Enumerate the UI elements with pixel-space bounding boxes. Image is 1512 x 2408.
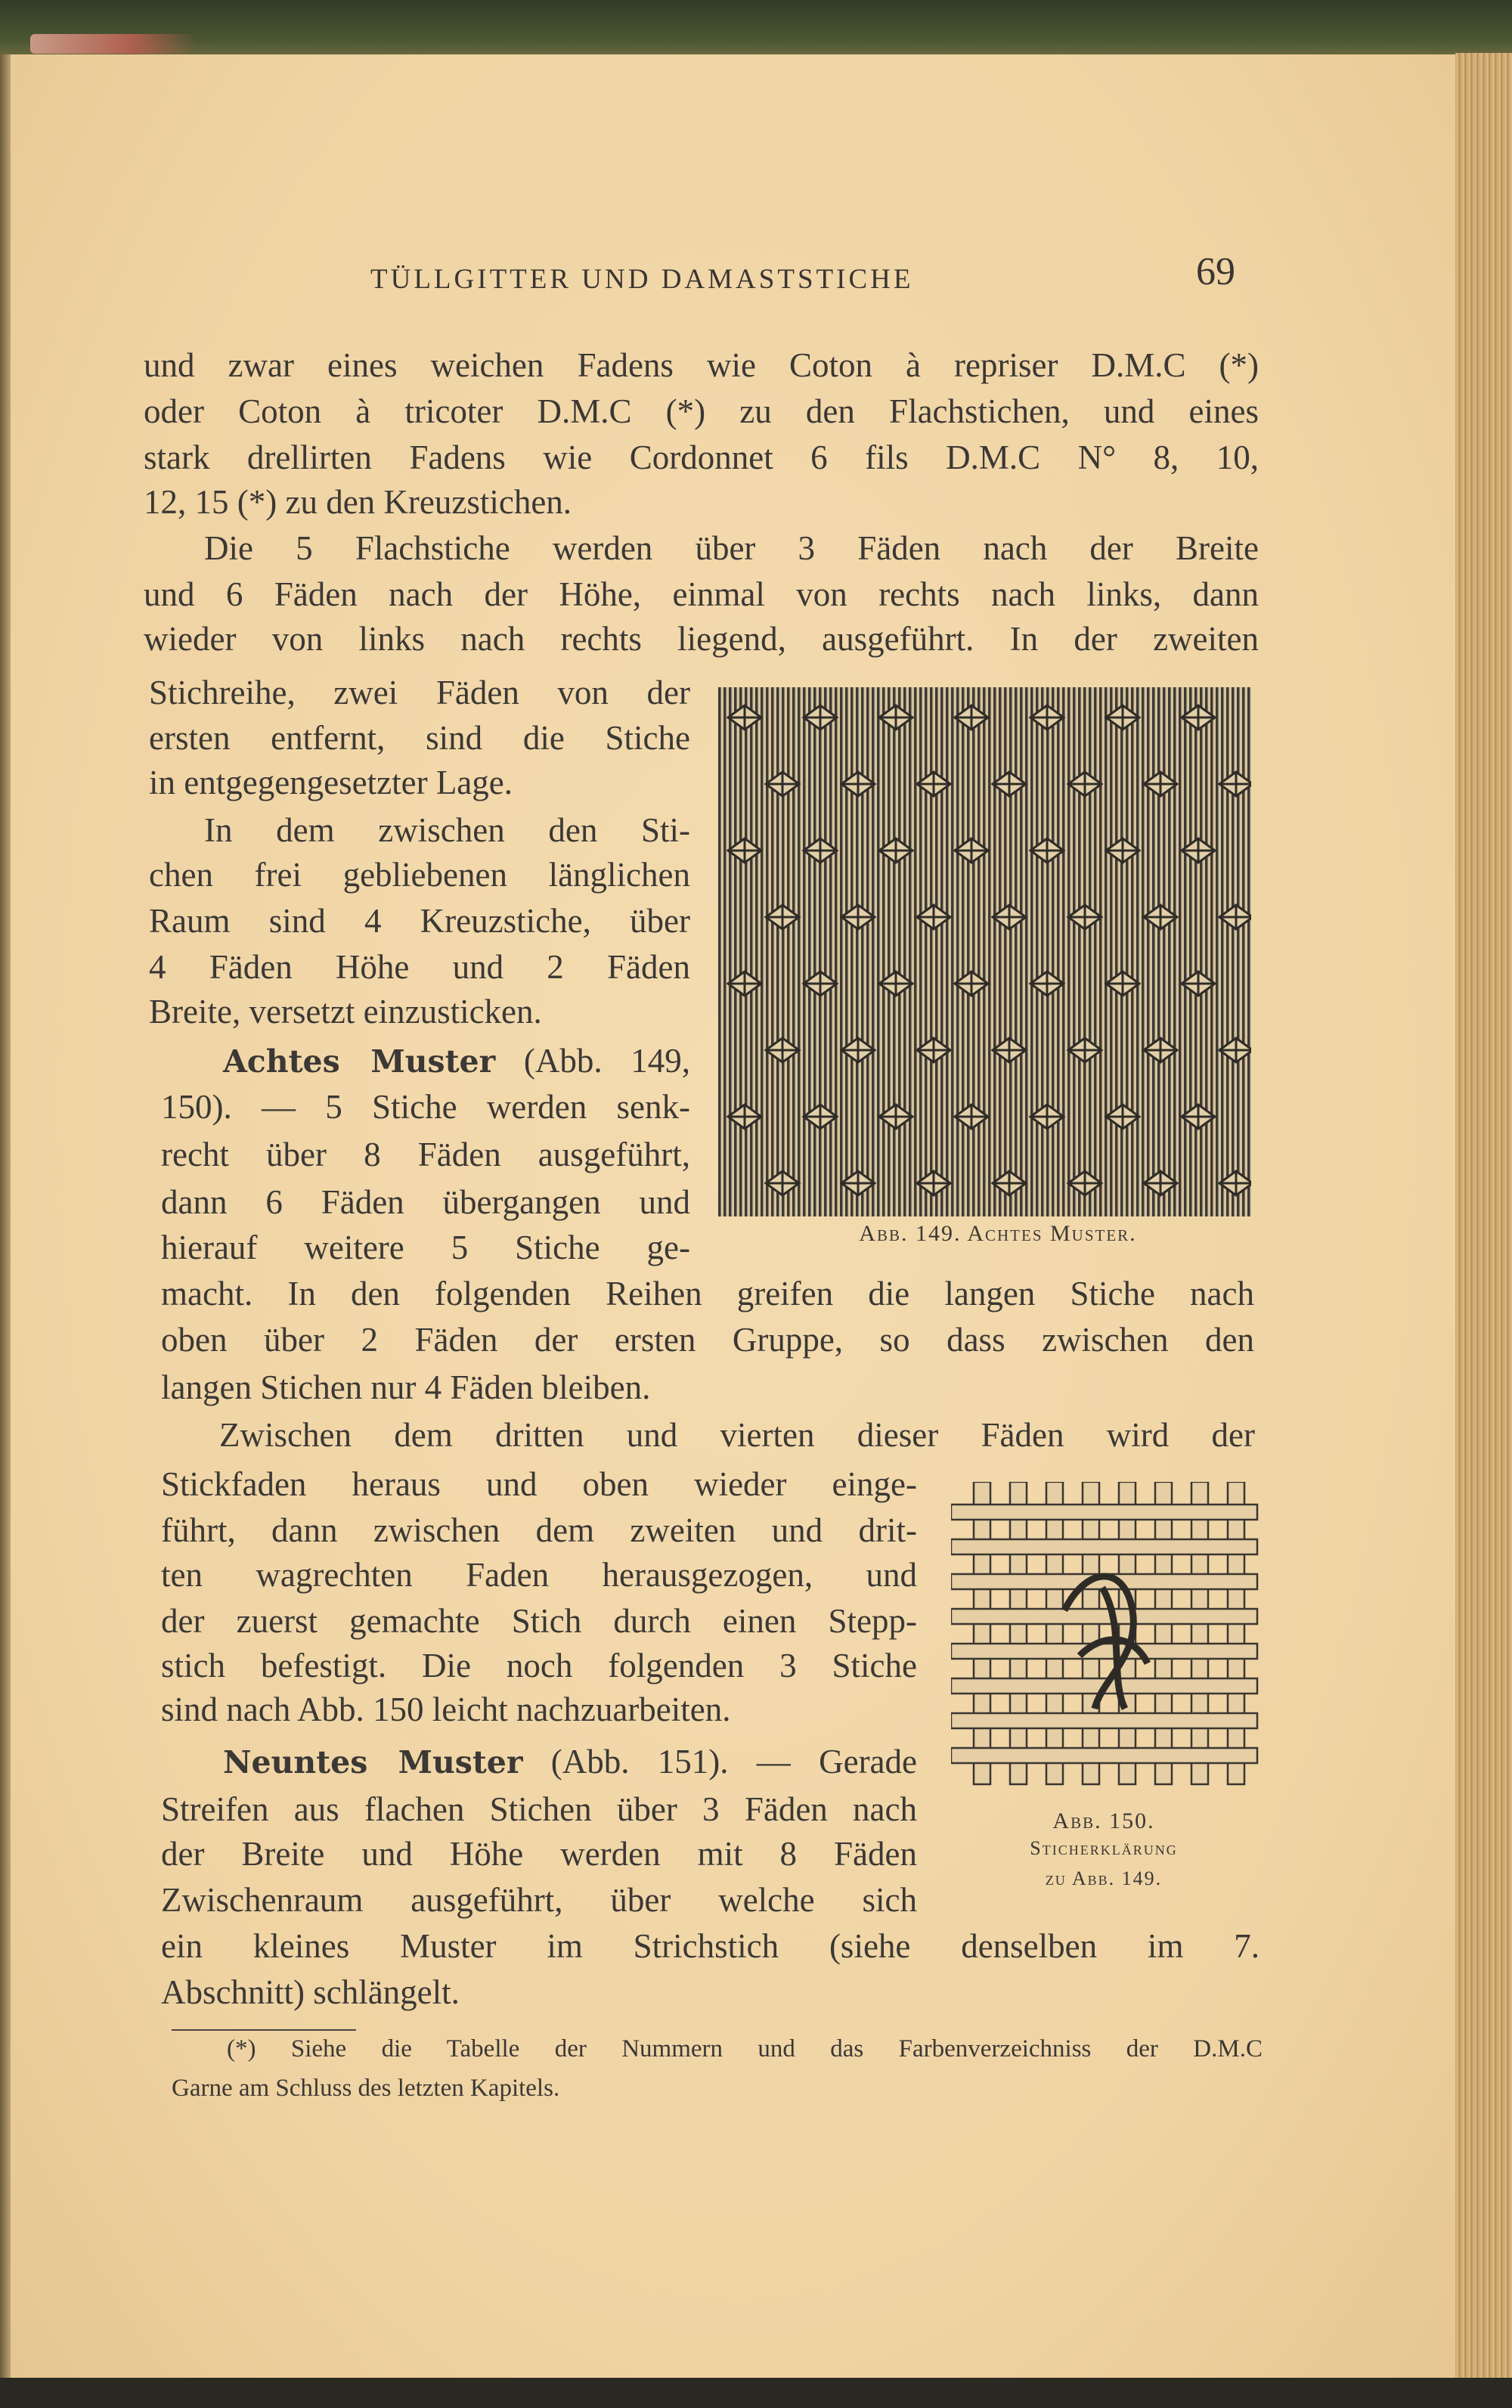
- line-text: Streifen aus flachen Stichen über 3 Fäden nach: [161, 1790, 917, 1828]
- cover-marking: [30, 34, 197, 54]
- weave-vertical-thread: [974, 1482, 990, 1784]
- line-text: Abschnitt) schlängelt.: [161, 1973, 460, 2011]
- body-line: [223, 1740, 917, 1784]
- line-text: (Abb. 149,: [495, 1042, 690, 1080]
- body-line: [149, 900, 690, 942]
- weave-horizontal-thread: [951, 1748, 1257, 1763]
- line-text: 4 Fäden Höhe und 2 Fäden: [149, 948, 690, 986]
- line-text: 12, 15 (*) zu den Kreuzstichen.: [144, 483, 572, 521]
- body-line: [149, 854, 690, 896]
- body-line: [161, 1226, 690, 1269]
- line-text: stark drellirten Fadens wie Cordonnet 6 fils D.M.C N° 8, 10,: [144, 439, 1259, 476]
- weave-horizontal-thread: [951, 1644, 1257, 1659]
- body-line: [144, 344, 1259, 386]
- figure-149-achtes-muster: [718, 687, 1251, 1216]
- body-line: [161, 1366, 1254, 1409]
- body-line: [161, 1133, 690, 1176]
- line-text: dann 6 Fäden übergangen und: [161, 1183, 690, 1221]
- line-text: macht. In den folgenden Reihen greifen die langen Stiche nach: [161, 1275, 1254, 1312]
- page-stack-edge: [1455, 53, 1512, 2385]
- body-line: [149, 717, 690, 759]
- body-line: [161, 1879, 917, 1921]
- body-line: [223, 1040, 690, 1083]
- weave-vertical-thread: [1191, 1482, 1208, 1784]
- body-line: [161, 1688, 917, 1731]
- line-text: oben über 2 Fäden der ersten Gruppe, so dass zwischen den: [161, 1321, 1254, 1359]
- weave-vertical-thread: [1083, 1482, 1099, 1784]
- section-heading: Achtes Muster: [223, 1043, 496, 1080]
- line-text: Zwischen dem dritten und vierten dieser Fäden wird der: [219, 1416, 1255, 1454]
- body-line: [144, 618, 1259, 660]
- line-text: ersten entfernt, sind die Stiche: [149, 719, 690, 757]
- body-line: [144, 481, 1259, 523]
- line-text: chen frei gebliebenen länglichen: [149, 856, 690, 894]
- line-text: der zuerst gemachte Stich durch einen Stepp-: [161, 1602, 917, 1640]
- line-text: Raum sind 4 Kreuzstiche, über: [149, 902, 690, 940]
- body-line: [144, 573, 1259, 615]
- footnote-rule: [172, 2029, 356, 2031]
- weave-vertical-thread: [1228, 1482, 1244, 1784]
- line-text: recht über 8 Fäden ausgeführt,: [161, 1136, 690, 1173]
- line-text: in entgegengesetzter Lage.: [149, 764, 513, 801]
- figure-150-caption-line-1: Abb. 150.: [1052, 1808, 1155, 1833]
- line-text: wieder von links nach rechts liegend, ausgeführt. In der zweiten: [144, 620, 1259, 658]
- body-line: [149, 761, 690, 804]
- line-text: langen Stichen nur 4 Fäden bleiben.: [161, 1368, 651, 1406]
- line-text: der Breite und Höhe werden mit 8 Fäden: [161, 1835, 917, 1873]
- body-line: [161, 1788, 917, 1830]
- body-line: [161, 1600, 917, 1642]
- weave-horizontal-thread: [951, 1505, 1257, 1520]
- body-line: [161, 1925, 1259, 1967]
- body-line: [161, 1463, 917, 1505]
- body-line: [161, 1181, 690, 1223]
- body-line: [161, 1319, 1254, 1361]
- weave-horizontal-thread: [951, 1609, 1257, 1624]
- section-heading: Neuntes Muster: [223, 1744, 523, 1780]
- weave-horizontal-thread: [951, 1539, 1257, 1554]
- body-line: [161, 1272, 1254, 1315]
- body-line: [204, 809, 690, 851]
- weave-vertical-thread: [1010, 1482, 1027, 1784]
- figure-150-caption-line-3: zu Abb. 149.: [1045, 1867, 1163, 1889]
- body-line: [204, 527, 1259, 569]
- weave-vertical-thread: [1155, 1482, 1172, 1784]
- line-text: und zwar eines weichen Fadens wie Coton à repriser D.M.C (*): [144, 346, 1259, 384]
- weave-vertical-thread: [1046, 1482, 1063, 1784]
- body-line: [144, 390, 1259, 432]
- line-text: In dem zwischen den Sti-: [204, 811, 690, 849]
- page-number: 69: [1196, 250, 1235, 293]
- line-text: Zwischenraum ausgeführt, über welche sich: [161, 1881, 917, 1919]
- footnote-line-2: Garne am Schluss des letzten Kapitels.: [172, 2075, 560, 2102]
- body-line: [144, 436, 1259, 479]
- line-text: Breite, versetzt einzusticken.: [149, 993, 542, 1030]
- line-text: führt, dann zwischen dem zweiten und drit-: [161, 1511, 917, 1549]
- line-text: stich befestigt. Die noch folgenden 3 Stiche: [161, 1647, 917, 1684]
- line-text: Stichreihe, zwei Fäden von der: [149, 674, 690, 711]
- figure-150-sticherklaerung: [951, 1482, 1261, 1790]
- body-line: [161, 1086, 690, 1128]
- body-line: [219, 1414, 1255, 1456]
- line-text: sind nach Abb. 150 leicht nachzuarbeiten.: [161, 1691, 731, 1728]
- body-line: [161, 1554, 917, 1596]
- body-line: [161, 1833, 917, 1875]
- body-line: [161, 1644, 917, 1687]
- weave-horizontal-thread: [951, 1713, 1257, 1728]
- footnote-line-1: (*) Siehe die Tabelle der Nummern und das Farbenverzeichniss der D.M.C: [227, 2035, 1263, 2062]
- line-text: Stickfaden heraus und oben wieder einge-: [161, 1465, 917, 1503]
- body-line: [149, 671, 690, 714]
- line-text: (Abb. 151). — Gerade: [522, 1743, 917, 1780]
- line-text: ten wagrechten Faden herausgezogen, und: [161, 1556, 917, 1594]
- line-text: hierauf weitere 5 Stiche ge-: [161, 1229, 690, 1266]
- line-text: 150). — 5 Stiche werden senk-: [161, 1088, 690, 1126]
- book-cover-edge: [0, 0, 1512, 57]
- line-text: Die 5 Flachstiche werden über 3 Fäden nach der Breite: [204, 529, 1259, 567]
- line-text: ein kleines Muster im Strichstich (siehe denselben im 7.: [161, 1927, 1259, 1965]
- figure-150-caption-line-2: Sticherklärung: [1030, 1837, 1178, 1859]
- body-line: [149, 990, 690, 1033]
- line-text: oder Coton à tricoter D.M.C (*) zu den Flachstichen, und eines: [144, 392, 1259, 430]
- running-title: TÜLLGITTER UND DAMASTSTICHE: [370, 264, 914, 295]
- body-line: [161, 1971, 1259, 2013]
- bottom-edge: [0, 2378, 1512, 2408]
- body-line: [161, 1509, 917, 1551]
- figure-149-caption: Abb. 149. Achtes Muster.: [859, 1221, 1137, 1246]
- body-line: [149, 946, 690, 988]
- line-text: und 6 Fäden nach der Höhe, einmal von rechts nach links, dann: [144, 575, 1259, 613]
